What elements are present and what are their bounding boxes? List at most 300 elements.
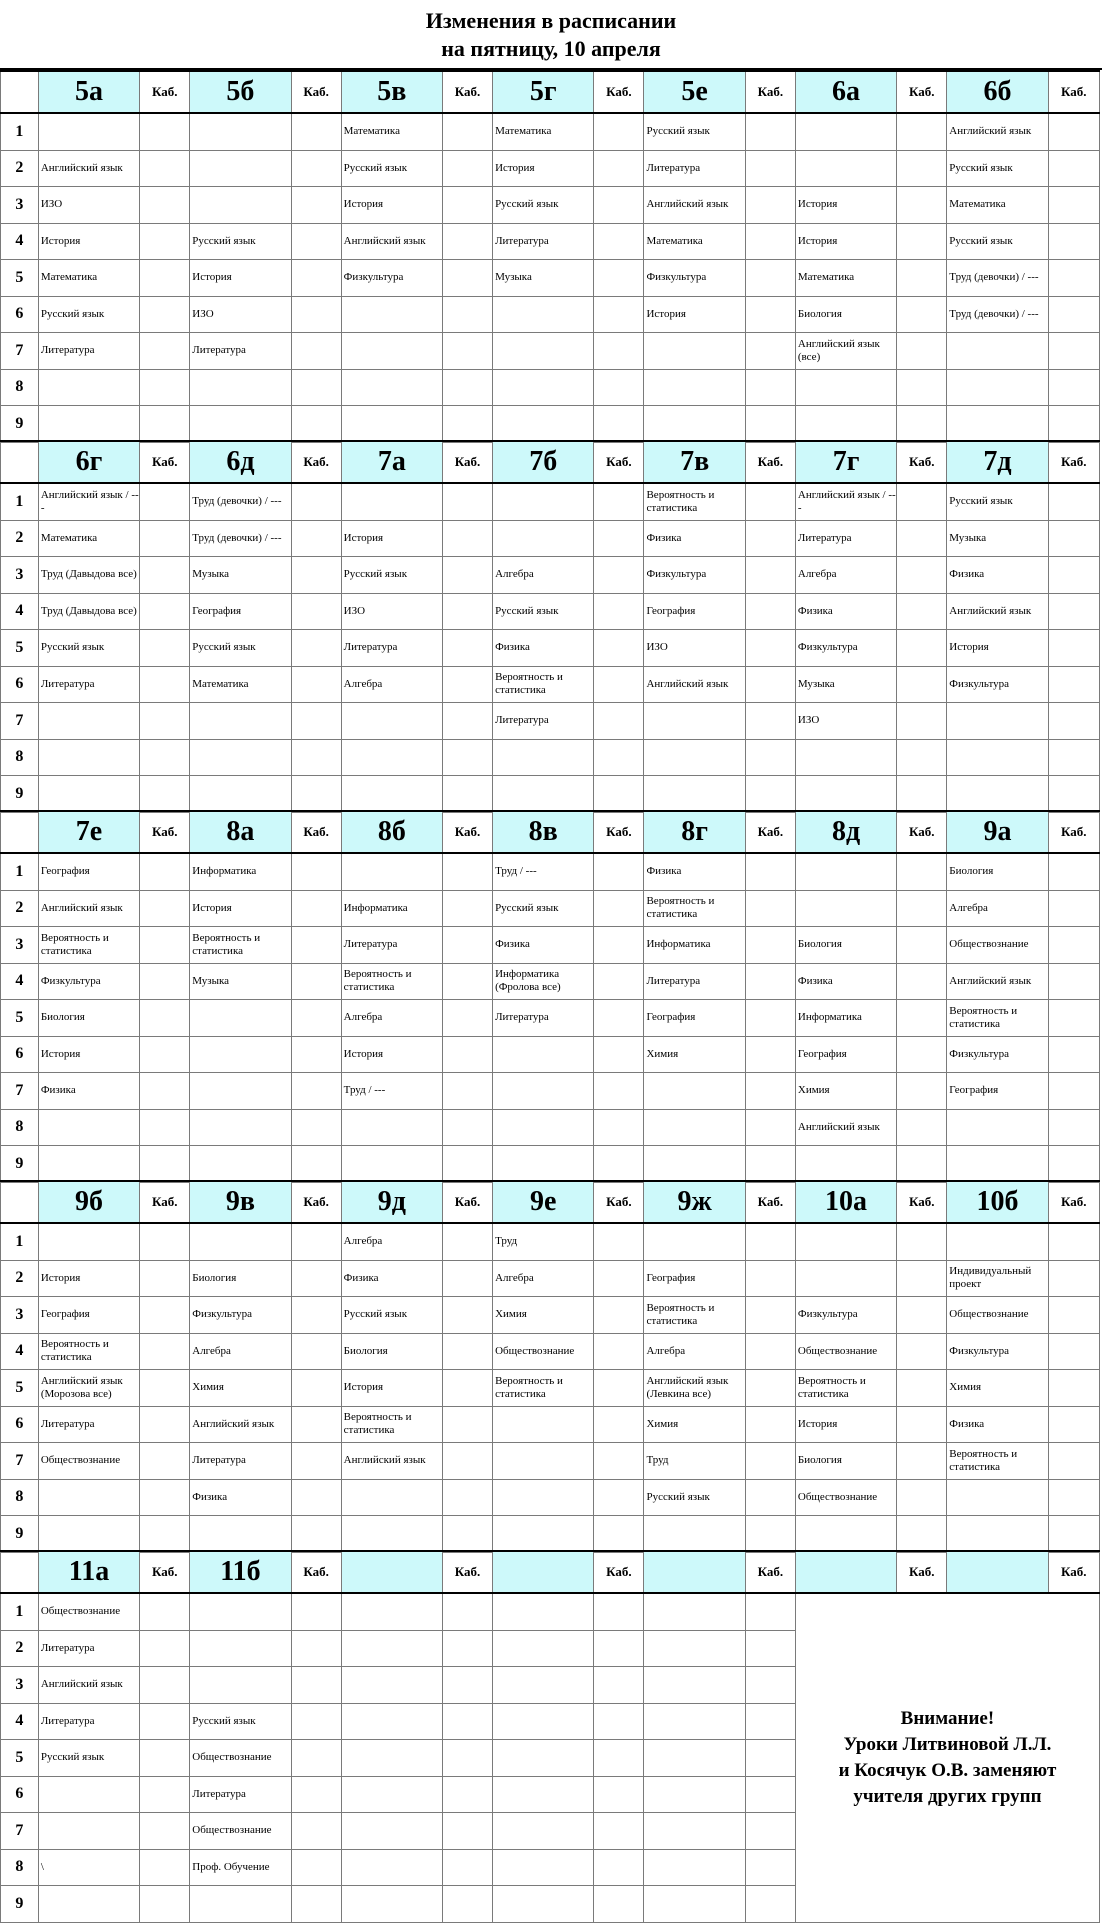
lesson-subject <box>341 1667 442 1704</box>
lesson-subject <box>493 1406 594 1443</box>
lesson-room <box>897 1297 947 1334</box>
lesson-room <box>745 1073 795 1110</box>
page-title <box>0 0 1102 70</box>
lesson-subject: Музыка <box>493 260 594 297</box>
title-line-2: на пятницу, 10 апреля <box>441 36 661 61</box>
lesson-subject: История <box>795 187 896 224</box>
lesson-subject: Математика <box>795 260 896 297</box>
lesson-subject: Алгебра <box>947 890 1048 927</box>
lesson-subject: Биология <box>795 1443 896 1480</box>
lesson-room <box>745 223 795 260</box>
lesson-room <box>291 333 341 370</box>
lesson-room <box>897 406 947 443</box>
lesson-room <box>745 1000 795 1037</box>
lesson-room <box>443 1703 493 1740</box>
lesson-number: 4 <box>1 223 39 260</box>
lesson-number: 6 <box>1 1036 39 1073</box>
class-name: 8г <box>644 811 745 853</box>
lesson-row <box>1 1260 1100 1297</box>
lesson-subject: География <box>644 1260 745 1297</box>
lesson-subject <box>644 1849 745 1886</box>
lesson-room <box>1048 483 1099 520</box>
class-name: 8б <box>341 811 442 853</box>
lesson-room <box>745 666 795 703</box>
lesson-subject <box>190 113 291 150</box>
lesson-subject: Физкультура <box>341 260 442 297</box>
lesson-room <box>291 1370 341 1407</box>
lesson-room <box>291 593 341 630</box>
lesson-room <box>897 1073 947 1110</box>
lesson-room <box>1048 1260 1099 1297</box>
lesson-subject: Музыка <box>190 557 291 594</box>
notice-line4: учителя других групп <box>853 1785 1042 1807</box>
lesson-room <box>291 1443 341 1480</box>
class-name: 7а <box>341 441 442 483</box>
lesson-room <box>140 593 190 630</box>
lesson-room <box>291 1813 341 1850</box>
lesson-room <box>897 260 947 297</box>
lesson-subject <box>644 1667 745 1704</box>
lesson-subject: Литература <box>493 223 594 260</box>
lesson-number: 3 <box>1 557 39 594</box>
lesson-room <box>443 369 493 406</box>
lesson-room <box>745 927 795 964</box>
lesson-subject: История <box>38 223 139 260</box>
lesson-subject: Химия <box>190 1370 291 1407</box>
lesson-subject: История <box>795 1406 896 1443</box>
lesson-subject: Вероятность и статистика <box>644 1297 745 1334</box>
lesson-subject: Физкультура <box>947 666 1048 703</box>
lesson-subject <box>341 1703 442 1740</box>
lesson-row <box>1 1443 1100 1480</box>
lesson-subject: Обществознание <box>795 1479 896 1516</box>
lesson-room <box>1048 593 1099 630</box>
lesson-room <box>140 150 190 187</box>
lesson-subject <box>947 703 1048 740</box>
lesson-room <box>291 1297 341 1334</box>
lesson-subject: Химия <box>795 1073 896 1110</box>
lesson-subject <box>644 776 745 813</box>
lesson-subject: Литература <box>795 520 896 557</box>
lesson-subject <box>947 776 1048 813</box>
lesson-row <box>1 1297 1100 1334</box>
room-column-header: Каб. <box>897 441 947 483</box>
lesson-subject: История <box>644 296 745 333</box>
lesson-room <box>594 703 644 740</box>
lesson-number: 9 <box>1 1146 39 1183</box>
lesson-subject <box>190 776 291 813</box>
lesson-room <box>140 1146 190 1183</box>
lesson-room <box>140 1370 190 1407</box>
lesson-subject: Русский язык <box>947 223 1048 260</box>
lesson-room <box>443 1516 493 1553</box>
lesson-subject <box>493 1849 594 1886</box>
lesson-number: 8 <box>1 1479 39 1516</box>
lesson-subject <box>493 1516 594 1553</box>
lesson-room <box>897 1443 947 1480</box>
lesson-subject: Алгебра <box>644 1333 745 1370</box>
lesson-subject: Русский язык <box>644 113 745 150</box>
lesson-room <box>443 703 493 740</box>
lesson-subject: Английский язык <box>947 593 1048 630</box>
lesson-subject <box>644 1146 745 1183</box>
lesson-subject: Вероятность и статистика <box>795 1370 896 1407</box>
lesson-subject <box>947 1479 1048 1516</box>
lesson-room <box>291 296 341 333</box>
lesson-room <box>745 1443 795 1480</box>
lesson-row <box>1 260 1100 297</box>
lesson-subject <box>795 1223 896 1260</box>
room-column-header: Каб. <box>745 1551 795 1593</box>
lesson-subject: Математика <box>493 113 594 150</box>
lesson-subject: География <box>644 1000 745 1037</box>
lesson-row <box>1 703 1100 740</box>
lesson-room <box>291 703 341 740</box>
lesson-subject: Вероятность и статистика <box>947 1443 1048 1480</box>
lesson-subject: Физика <box>493 630 594 667</box>
lesson-subject: Музыка <box>190 963 291 1000</box>
room-column-header: Каб. <box>443 1181 493 1223</box>
lesson-subject <box>341 296 442 333</box>
lesson-room <box>140 776 190 813</box>
class-name: 8а <box>190 811 291 853</box>
lesson-subject: География <box>947 1073 1048 1110</box>
lesson-subject: Вероятность и статистика <box>190 927 291 964</box>
lesson-row <box>1 296 1100 333</box>
class-name: 5е <box>644 71 745 113</box>
lesson-room <box>897 1516 947 1553</box>
lesson-room <box>594 1406 644 1443</box>
lesson-subject <box>341 1109 442 1146</box>
lesson-subject: Русский язык <box>190 1703 291 1740</box>
lesson-subject: Биология <box>947 853 1048 890</box>
lesson-subject <box>644 1073 745 1110</box>
notice-line2: Уроки Литвиновой Л.Л. <box>843 1733 1052 1755</box>
lesson-room <box>443 150 493 187</box>
lesson-room <box>1048 369 1099 406</box>
lesson-room <box>140 1073 190 1110</box>
lesson-subject: Алгебра <box>341 1000 442 1037</box>
lesson-subject <box>795 150 896 187</box>
lesson-room <box>1048 1036 1099 1073</box>
lesson-subject: История <box>341 187 442 224</box>
lesson-room <box>745 1776 795 1813</box>
lesson-number: 8 <box>1 1109 39 1146</box>
lesson-subject: Вероятность и статистика <box>493 1370 594 1407</box>
lesson-row <box>1 1333 1100 1370</box>
lesson-room <box>291 1740 341 1777</box>
lesson-subject: Английский язык <box>795 1109 896 1146</box>
lesson-subject <box>341 776 442 813</box>
lesson-subject: История <box>947 630 1048 667</box>
lesson-subject: Алгебра <box>795 557 896 594</box>
lesson-subject: Русский язык <box>38 1740 139 1777</box>
lesson-room <box>897 1260 947 1297</box>
lesson-number: 3 <box>1 1297 39 1334</box>
lesson-room <box>140 260 190 297</box>
class-name <box>644 1551 745 1593</box>
lesson-subject <box>341 1479 442 1516</box>
lesson-subject: Литература <box>493 1000 594 1037</box>
lesson-subject: География <box>190 593 291 630</box>
lesson-room <box>594 853 644 890</box>
lesson-room <box>140 1109 190 1146</box>
lesson-subject <box>190 150 291 187</box>
lesson-subject <box>190 1036 291 1073</box>
lesson-row <box>1 406 1100 443</box>
lesson-room <box>140 296 190 333</box>
lesson-number: 2 <box>1 1630 39 1667</box>
lesson-row <box>1 630 1100 667</box>
lesson-subject <box>795 1516 896 1553</box>
lesson-number: 7 <box>1 333 39 370</box>
lesson-room <box>140 1406 190 1443</box>
lesson-subject: Обществознание <box>190 1740 291 1777</box>
lesson-subject: География <box>644 593 745 630</box>
lesson-subject: Биология <box>190 1260 291 1297</box>
lesson-room <box>594 406 644 443</box>
lesson-subject <box>190 187 291 224</box>
header-corner <box>1 811 39 853</box>
lesson-room <box>594 483 644 520</box>
lesson-subject: Физика <box>190 1479 291 1516</box>
lesson-subject <box>947 369 1048 406</box>
lesson-subject <box>795 406 896 443</box>
lesson-subject <box>341 1849 442 1886</box>
room-column-header: Каб. <box>291 441 341 483</box>
lesson-subject: Физика <box>644 853 745 890</box>
lesson-row <box>1 1000 1100 1037</box>
lesson-room <box>140 1776 190 1813</box>
lesson-room <box>745 593 795 630</box>
lesson-number: 9 <box>1 406 39 443</box>
room-column-header: Каб. <box>140 1181 190 1223</box>
lesson-row <box>1 113 1100 150</box>
lesson-room <box>594 890 644 927</box>
lesson-room <box>443 1109 493 1146</box>
lesson-room <box>291 223 341 260</box>
lesson-room <box>897 703 947 740</box>
lesson-room <box>140 630 190 667</box>
lesson-subject: Литература <box>190 333 291 370</box>
lesson-row <box>1 927 1100 964</box>
lesson-subject: Обществознание <box>493 1333 594 1370</box>
lesson-room <box>443 1333 493 1370</box>
lesson-subject: Труд (девочки) / --- <box>947 260 1048 297</box>
class-name: 9ж <box>644 1181 745 1223</box>
lesson-room <box>1048 1479 1099 1516</box>
lesson-room <box>443 1223 493 1260</box>
class-name <box>795 1551 896 1593</box>
lesson-subject: Русский язык <box>341 557 442 594</box>
lesson-room <box>291 1776 341 1813</box>
room-column-header: Каб. <box>745 441 795 483</box>
lesson-subject: Алгебра <box>341 1223 442 1260</box>
lesson-subject <box>493 406 594 443</box>
lesson-subject <box>493 333 594 370</box>
lesson-room <box>594 1630 644 1667</box>
lesson-subject <box>644 1776 745 1813</box>
room-column-header: Каб. <box>140 71 190 113</box>
lesson-subject <box>38 369 139 406</box>
lesson-subject: Труд (девочки) / --- <box>190 483 291 520</box>
lesson-room <box>897 666 947 703</box>
lesson-room <box>1048 666 1099 703</box>
lesson-row <box>1 1479 1100 1516</box>
lesson-room <box>443 1479 493 1516</box>
lesson-subject: Русский язык <box>38 296 139 333</box>
lesson-subject <box>947 739 1048 776</box>
lesson-subject <box>644 1516 745 1553</box>
lesson-room <box>291 776 341 813</box>
lesson-subject <box>38 739 139 776</box>
lesson-room <box>594 593 644 630</box>
lesson-room <box>443 1740 493 1777</box>
notice-box <box>795 1593 1099 1922</box>
lesson-row <box>1 739 1100 776</box>
lesson-room <box>443 1443 493 1480</box>
lesson-room <box>1048 1333 1099 1370</box>
lesson-room <box>443 1776 493 1813</box>
lesson-room <box>594 260 644 297</box>
lesson-subject <box>190 1593 291 1630</box>
lesson-room <box>443 1370 493 1407</box>
lesson-subject <box>493 1036 594 1073</box>
lesson-subject <box>341 1593 442 1630</box>
room-column-header: Каб. <box>443 811 493 853</box>
lesson-subject: Алгебра <box>493 1260 594 1297</box>
lesson-subject: Русский язык <box>947 150 1048 187</box>
lesson-room <box>745 150 795 187</box>
lesson-room <box>140 1443 190 1480</box>
lesson-room <box>897 739 947 776</box>
lesson-row <box>1 1406 1100 1443</box>
lesson-subject <box>38 1776 139 1813</box>
lesson-room <box>443 853 493 890</box>
lesson-subject: Химия <box>947 1370 1048 1407</box>
lesson-subject <box>795 1260 896 1297</box>
lesson-row <box>1 776 1100 813</box>
lesson-room <box>745 890 795 927</box>
lesson-room <box>1048 520 1099 557</box>
lesson-room <box>745 1630 795 1667</box>
lesson-room <box>594 1146 644 1183</box>
lesson-subject: История <box>341 520 442 557</box>
lesson-subject: ИЗО <box>190 296 291 333</box>
lesson-subject: Русский язык <box>341 1297 442 1334</box>
lesson-number: 8 <box>1 1849 39 1886</box>
class-name: 9б <box>38 1181 139 1223</box>
lesson-room <box>594 1073 644 1110</box>
lesson-subject <box>493 1703 594 1740</box>
lesson-subject <box>947 1516 1048 1553</box>
lesson-room <box>291 1223 341 1260</box>
lesson-room <box>140 1516 190 1553</box>
lesson-room <box>1048 260 1099 297</box>
lesson-room <box>140 1333 190 1370</box>
class-name: 10б <box>947 1181 1048 1223</box>
lesson-room <box>594 1000 644 1037</box>
lesson-room <box>291 1516 341 1553</box>
lesson-number: 9 <box>1 1886 39 1923</box>
lesson-subject: Физкультура <box>947 1036 1048 1073</box>
class-name: 8в <box>493 811 594 853</box>
lesson-subject <box>947 333 1048 370</box>
lesson-number: 1 <box>1 1223 39 1260</box>
lesson-subject <box>947 406 1048 443</box>
lesson-room <box>443 1146 493 1183</box>
lesson-row <box>1 369 1100 406</box>
lesson-room <box>594 1443 644 1480</box>
header-corner <box>1 71 39 113</box>
lesson-subject: Литература <box>38 1703 139 1740</box>
lesson-subject: Индивидуальный проект <box>947 1260 1048 1297</box>
lesson-subject <box>493 1443 594 1480</box>
lesson-room <box>897 1333 947 1370</box>
lesson-number: 5 <box>1 1000 39 1037</box>
header-corner <box>1 1551 39 1593</box>
room-column-header: Каб. <box>291 1181 341 1223</box>
lesson-room <box>745 1036 795 1073</box>
lesson-number: 6 <box>1 296 39 333</box>
lesson-room <box>745 1593 795 1630</box>
lesson-subject <box>493 1146 594 1183</box>
lesson-subject: Физика <box>795 593 896 630</box>
lesson-room <box>443 520 493 557</box>
room-column-header: Каб. <box>140 811 190 853</box>
lesson-room <box>443 1667 493 1704</box>
lesson-subject: Английский язык <box>644 187 745 224</box>
lesson-subject: Вероятность и статистика <box>947 1000 1048 1037</box>
lesson-room <box>443 927 493 964</box>
lesson-subject <box>795 113 896 150</box>
lesson-number: 1 <box>1 483 39 520</box>
lesson-room <box>745 1333 795 1370</box>
lesson-room <box>897 1146 947 1183</box>
lesson-row <box>1 483 1100 520</box>
lesson-room <box>594 1886 644 1923</box>
lesson-room <box>745 630 795 667</box>
lesson-room <box>443 260 493 297</box>
lesson-subject: Английский язык <box>190 1406 291 1443</box>
lesson-room <box>443 776 493 813</box>
class-name: 7д <box>947 441 1048 483</box>
lesson-room <box>291 1479 341 1516</box>
lesson-subject: Физика <box>795 963 896 1000</box>
lesson-number: 8 <box>1 369 39 406</box>
lesson-subject <box>493 1776 594 1813</box>
lesson-room <box>443 483 493 520</box>
lesson-subject <box>341 369 442 406</box>
lesson-subject: Проф. Обучение <box>190 1849 291 1886</box>
lesson-subject: Информатика <box>190 853 291 890</box>
room-column-header: Каб. <box>594 71 644 113</box>
lesson-subject: Математика <box>38 260 139 297</box>
lesson-room <box>1048 333 1099 370</box>
lesson-subject: ИЗО <box>644 630 745 667</box>
lesson-room <box>1048 1516 1099 1553</box>
lesson-subject: Литература <box>38 333 139 370</box>
lesson-room <box>594 963 644 1000</box>
lesson-room <box>1048 630 1099 667</box>
lesson-subject: Английский язык (Левкина все) <box>644 1370 745 1407</box>
lesson-room <box>594 1109 644 1146</box>
lesson-subject: Математика <box>341 113 442 150</box>
lesson-subject <box>644 1886 745 1923</box>
lesson-room <box>594 1297 644 1334</box>
room-column-header: Каб. <box>291 1551 341 1593</box>
lesson-room <box>745 187 795 224</box>
